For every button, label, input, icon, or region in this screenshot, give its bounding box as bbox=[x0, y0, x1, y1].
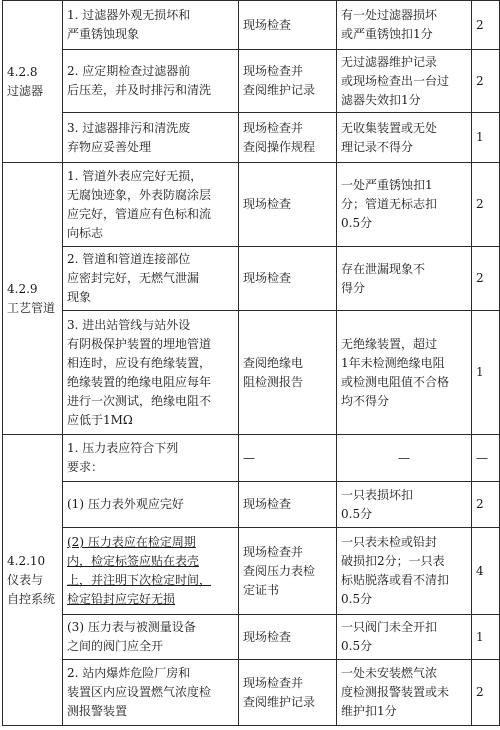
section-name: 工艺管道 bbox=[7, 300, 56, 315]
requirement-cell: 1. 管道外表应完好无损， 无腐蚀迹象，外表防腐涂层 应完好，管道应有色标和流 向标志 bbox=[63, 163, 239, 247]
table-row bbox=[3, 163, 500, 247]
section-code: 4.2.10 bbox=[7, 553, 46, 568]
requirement-cell: 3. 进出站管线与站外设 有阴极保护装置的埋地管道 相连时，应设有绝缘装置， 绝缘装置的绝缘电阻应每年 进行一次测试，绝缘电阻不 应低于1MΩ bbox=[63, 311, 239, 435]
table-row bbox=[3, 615, 500, 660]
method-cell: 现场检查 bbox=[239, 482, 337, 528]
table-row bbox=[3, 482, 500, 528]
points-cell: 2 bbox=[472, 50, 500, 113]
table-row bbox=[3, 311, 500, 435]
section-name-line2: 自控系统 bbox=[7, 591, 56, 606]
points-cell: 1 bbox=[472, 311, 500, 435]
method-cell: 现场检查并 查阅维护记录 bbox=[239, 660, 337, 726]
method-cell: 现场检查 bbox=[239, 163, 337, 247]
requirement-cell: 1. 压力表应符合下列 要求： bbox=[63, 435, 239, 482]
inspection-table bbox=[2, 0, 500, 726]
requirement-cell: 2. 管道和管道连接部位 应密封完好，无燃气泄漏 现象 bbox=[63, 247, 239, 311]
points-cell: 2 bbox=[472, 482, 500, 528]
points-cell: 2 bbox=[472, 660, 500, 726]
section-cell-filter bbox=[3, 1, 63, 163]
requirement-cell: (1) 压力表外观应完好 bbox=[63, 482, 239, 528]
table-row bbox=[3, 435, 500, 482]
points-cell: 1 bbox=[472, 113, 500, 163]
standard-cell: 无过滤器维护记录 或现场检查出一台过 滤器失效扣1分 bbox=[337, 50, 472, 113]
standard-cell: 一处未安装燃气浓 度检测报警装置或未 维护扣1分 bbox=[337, 660, 472, 726]
points-cell: 1 bbox=[472, 615, 500, 660]
requirement-cell: (3) 压力表与被测量设备 之间的阀门应全开 bbox=[63, 615, 239, 660]
table-row bbox=[3, 1, 500, 50]
standard-cell: 一只表损坏扣 0.5分 bbox=[337, 482, 472, 528]
table-row bbox=[3, 247, 500, 311]
standard-cell: 无绝缘装置，超过 1年未检测绝缘电阻 或检测电阻值不合格 均不得分 bbox=[337, 311, 472, 435]
points-cell: 2 bbox=[472, 163, 500, 247]
method-cell: 现场检查并 查阅维护记录 bbox=[239, 50, 337, 113]
method-cell: — bbox=[239, 435, 337, 482]
requirement-cell: 2. 应定期检查过滤器前 后压差，并及时排污和清洗 bbox=[63, 50, 239, 113]
standard-cell: 存在泄漏现象不 得分 bbox=[337, 247, 472, 311]
requirement-cell: (2) 压力表应在检定周期 内，检定标签应贴在表壳 上，并注明下次检定时间， 检定铅封应完好无损 bbox=[63, 528, 239, 615]
table-row bbox=[3, 50, 500, 113]
standard-cell: 无收集装置或无处 理记录不得分 bbox=[337, 113, 472, 163]
points-cell: 2 bbox=[472, 247, 500, 311]
method-cell: 查阅绝缘电 阻检测报告 bbox=[239, 311, 337, 435]
section-name: 过滤器 bbox=[7, 83, 44, 98]
standard-cell: 一只阀门未全开扣 0.5分 bbox=[337, 615, 472, 660]
section-code: 4.2.9 bbox=[7, 281, 38, 296]
standard-cell: 有一处过滤器损坏 或严重锈蚀扣1分 bbox=[337, 1, 472, 50]
standard-cell: 一只表未检或铅封 破损扣2分；一只表 标贴脱落或看不清扣 0.5分 bbox=[337, 528, 472, 615]
method-cell: 现场检查并 查阅操作规程 bbox=[239, 113, 337, 163]
requirement-cell: 3. 过滤器排污和清洗废 弃物应妥善处理 bbox=[63, 113, 239, 163]
section-cell-instrument-control bbox=[3, 435, 63, 726]
requirement-cell: 2. 站内爆炸危险厂房和 装置区内应设置燃气浓度检 测报警装置 bbox=[63, 660, 239, 726]
standard-cell: 一处严重锈蚀扣1 分；管道无标志扣 0.5分 bbox=[337, 163, 472, 247]
method-cell: 现场检查 bbox=[239, 1, 337, 50]
method-cell: 现场检查 bbox=[239, 615, 337, 660]
points-cell: 4 bbox=[472, 528, 500, 615]
table-row bbox=[3, 528, 500, 615]
points-cell: — bbox=[472, 435, 500, 482]
standard-cell: — bbox=[337, 435, 472, 482]
section-code: 4.2.8 bbox=[7, 64, 38, 79]
table-row bbox=[3, 660, 500, 726]
table-row bbox=[3, 113, 500, 163]
requirement-cell: 1. 过滤器外观无损坏和 严重锈蚀现象 bbox=[63, 1, 239, 50]
points-cell: 2 bbox=[472, 1, 500, 50]
section-cell-process-pipeline bbox=[3, 163, 63, 435]
method-cell: 现场检查 bbox=[239, 247, 337, 311]
method-cell: 现场检查并 查阅压力表检 定证书 bbox=[239, 528, 337, 615]
section-name: 仪表与 bbox=[7, 572, 44, 587]
